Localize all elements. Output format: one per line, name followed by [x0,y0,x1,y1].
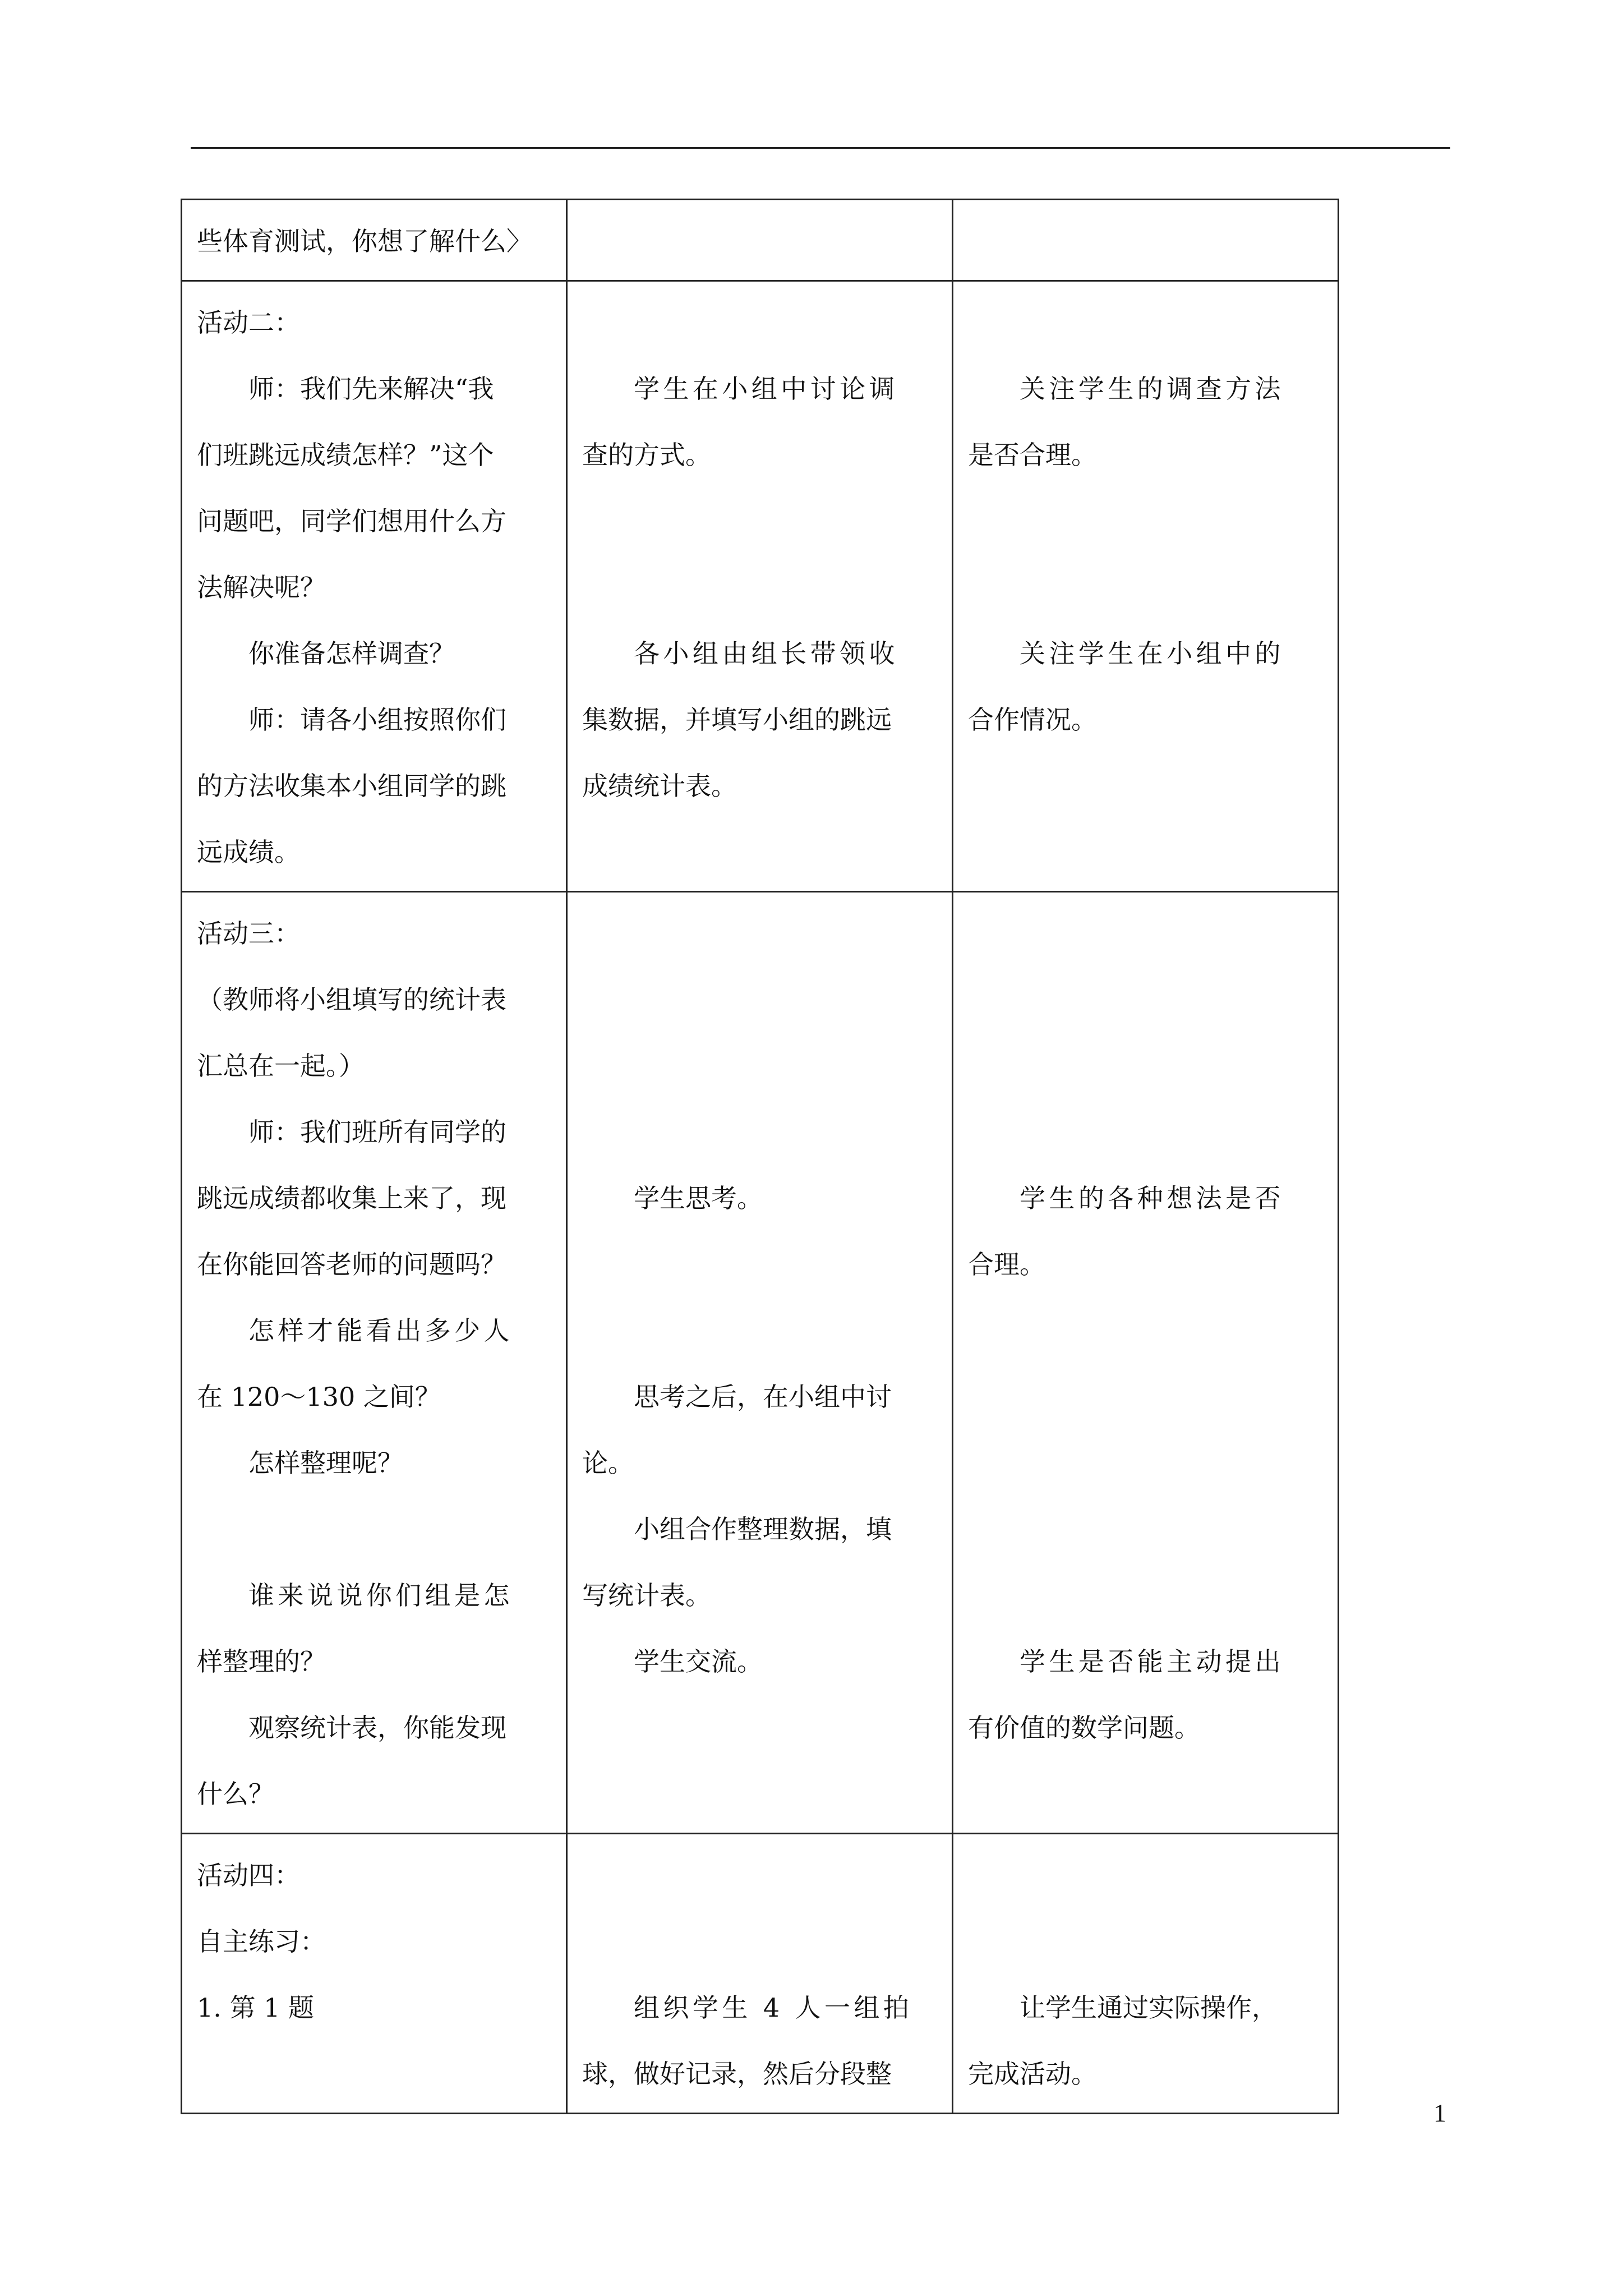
text-line: 论。 [582,1448,634,1478]
teacher-activity-cell [182,281,567,892]
text-line: 些体育测试，你想了解什么〉 [197,226,532,256]
text-line: 关注学生的调查方法 [1020,374,1284,404]
text-line: 让学生通过实际操作， [1020,1993,1278,2023]
text-line: 学生是否能主动提出 [1020,1646,1284,1677]
text-line: 组织学生 4 人一组拍 [634,1993,913,2023]
table-row [182,200,1339,281]
text-line: 们班跳远成绩怎样？”这个 [197,440,494,470]
text-line: 有价值的数学问题。 [968,1713,1200,1743]
text-line: 查的方式。 [582,440,711,470]
text-line: 在你能回答老师的问题吗？ [197,1249,506,1280]
table-row [182,1834,1339,2114]
text-line: 合理。 [968,1249,1045,1280]
text-line: 的方法收集本小组同学的跳 [197,771,506,801]
text-line: 思考之后，在小组中讨 [634,1382,892,1412]
header-rule [191,147,1450,149]
text-line: 师：我们班所有同学的 [248,1117,506,1147]
text-line: 远成绩。 [197,837,300,867]
design-intent-cell [953,281,1339,892]
text-line: 学生的各种想法是否 [1020,1183,1284,1213]
activity-heading: 活动三： [197,918,300,949]
text-line: 集数据，并填写小组的跳远 [582,705,892,735]
text-line: 问题吧，同学们想用什么方 [197,506,506,536]
text-line: 师：请各小组按照你们 [248,705,506,735]
teacher-activity-cell [182,200,567,281]
text-line: 1. 第 1 题 [197,1993,315,2023]
text-line: 怎样才能看出多少人 [248,1315,513,1346]
student-activity-cell [567,200,953,281]
text-line: 成绩统计表。 [582,771,737,801]
text-line: 师：我们先来解决“我 [248,374,494,404]
design-intent-cell [953,200,1339,281]
lesson-plan-table [181,199,1339,2114]
design-intent-cell [953,1834,1339,2114]
text-line: 自主练习： [197,1926,326,1957]
student-activity-cell [567,1834,953,2114]
activity-heading: 活动四： [197,1860,300,1890]
text-line: 各小组由组长带领收 [634,638,898,669]
student-activity-cell [567,281,953,892]
teacher-activity-cell [182,1834,567,2114]
text-line: 合作情况。 [968,705,1097,735]
text-line: 样整理的？ [197,1646,326,1677]
table-row [182,281,1339,892]
text-line: 汇总在一起。） [197,1051,365,1081]
text-line: 法解决呢？ [197,572,326,602]
design-intent-cell [953,892,1339,1834]
text-line: 在 120～130 之间？ [197,1382,441,1412]
table-row [182,892,1339,1834]
text-line: 关注学生在小组中的 [1020,638,1284,669]
text-line: 跳远成绩都收集上来了，现 [197,1183,506,1213]
text-line: 小组合作整理数据，填 [634,1514,892,1544]
text-line: 观察统计表，你能发现 [248,1713,506,1743]
teacher-activity-cell [182,892,567,1834]
text-line: 完成活动。 [968,2059,1097,2089]
text-line: 球，做好记录，然后分段整 [582,2059,892,2089]
text-line: 学生交流。 [634,1646,763,1677]
student-activity-cell [567,892,953,1834]
text-line: 学生在小组中讨论调 [634,374,898,404]
activity-heading: 活动二： [197,307,300,338]
text-line: 怎样整理呢？ [248,1448,403,1478]
page-number: 1 [1433,2099,1446,2127]
text-line: 写统计表。 [582,1580,711,1611]
text-line: 谁来说说你们组是怎 [248,1580,513,1611]
text-line: 什么？ [197,1779,274,1809]
text-line: 学生思考。 [634,1183,763,1213]
text-line: 你准备怎样调查？ [248,638,455,669]
text-line: （教师将小组填写的统计表 [197,984,506,1015]
text-line: 是否合理。 [968,440,1097,470]
